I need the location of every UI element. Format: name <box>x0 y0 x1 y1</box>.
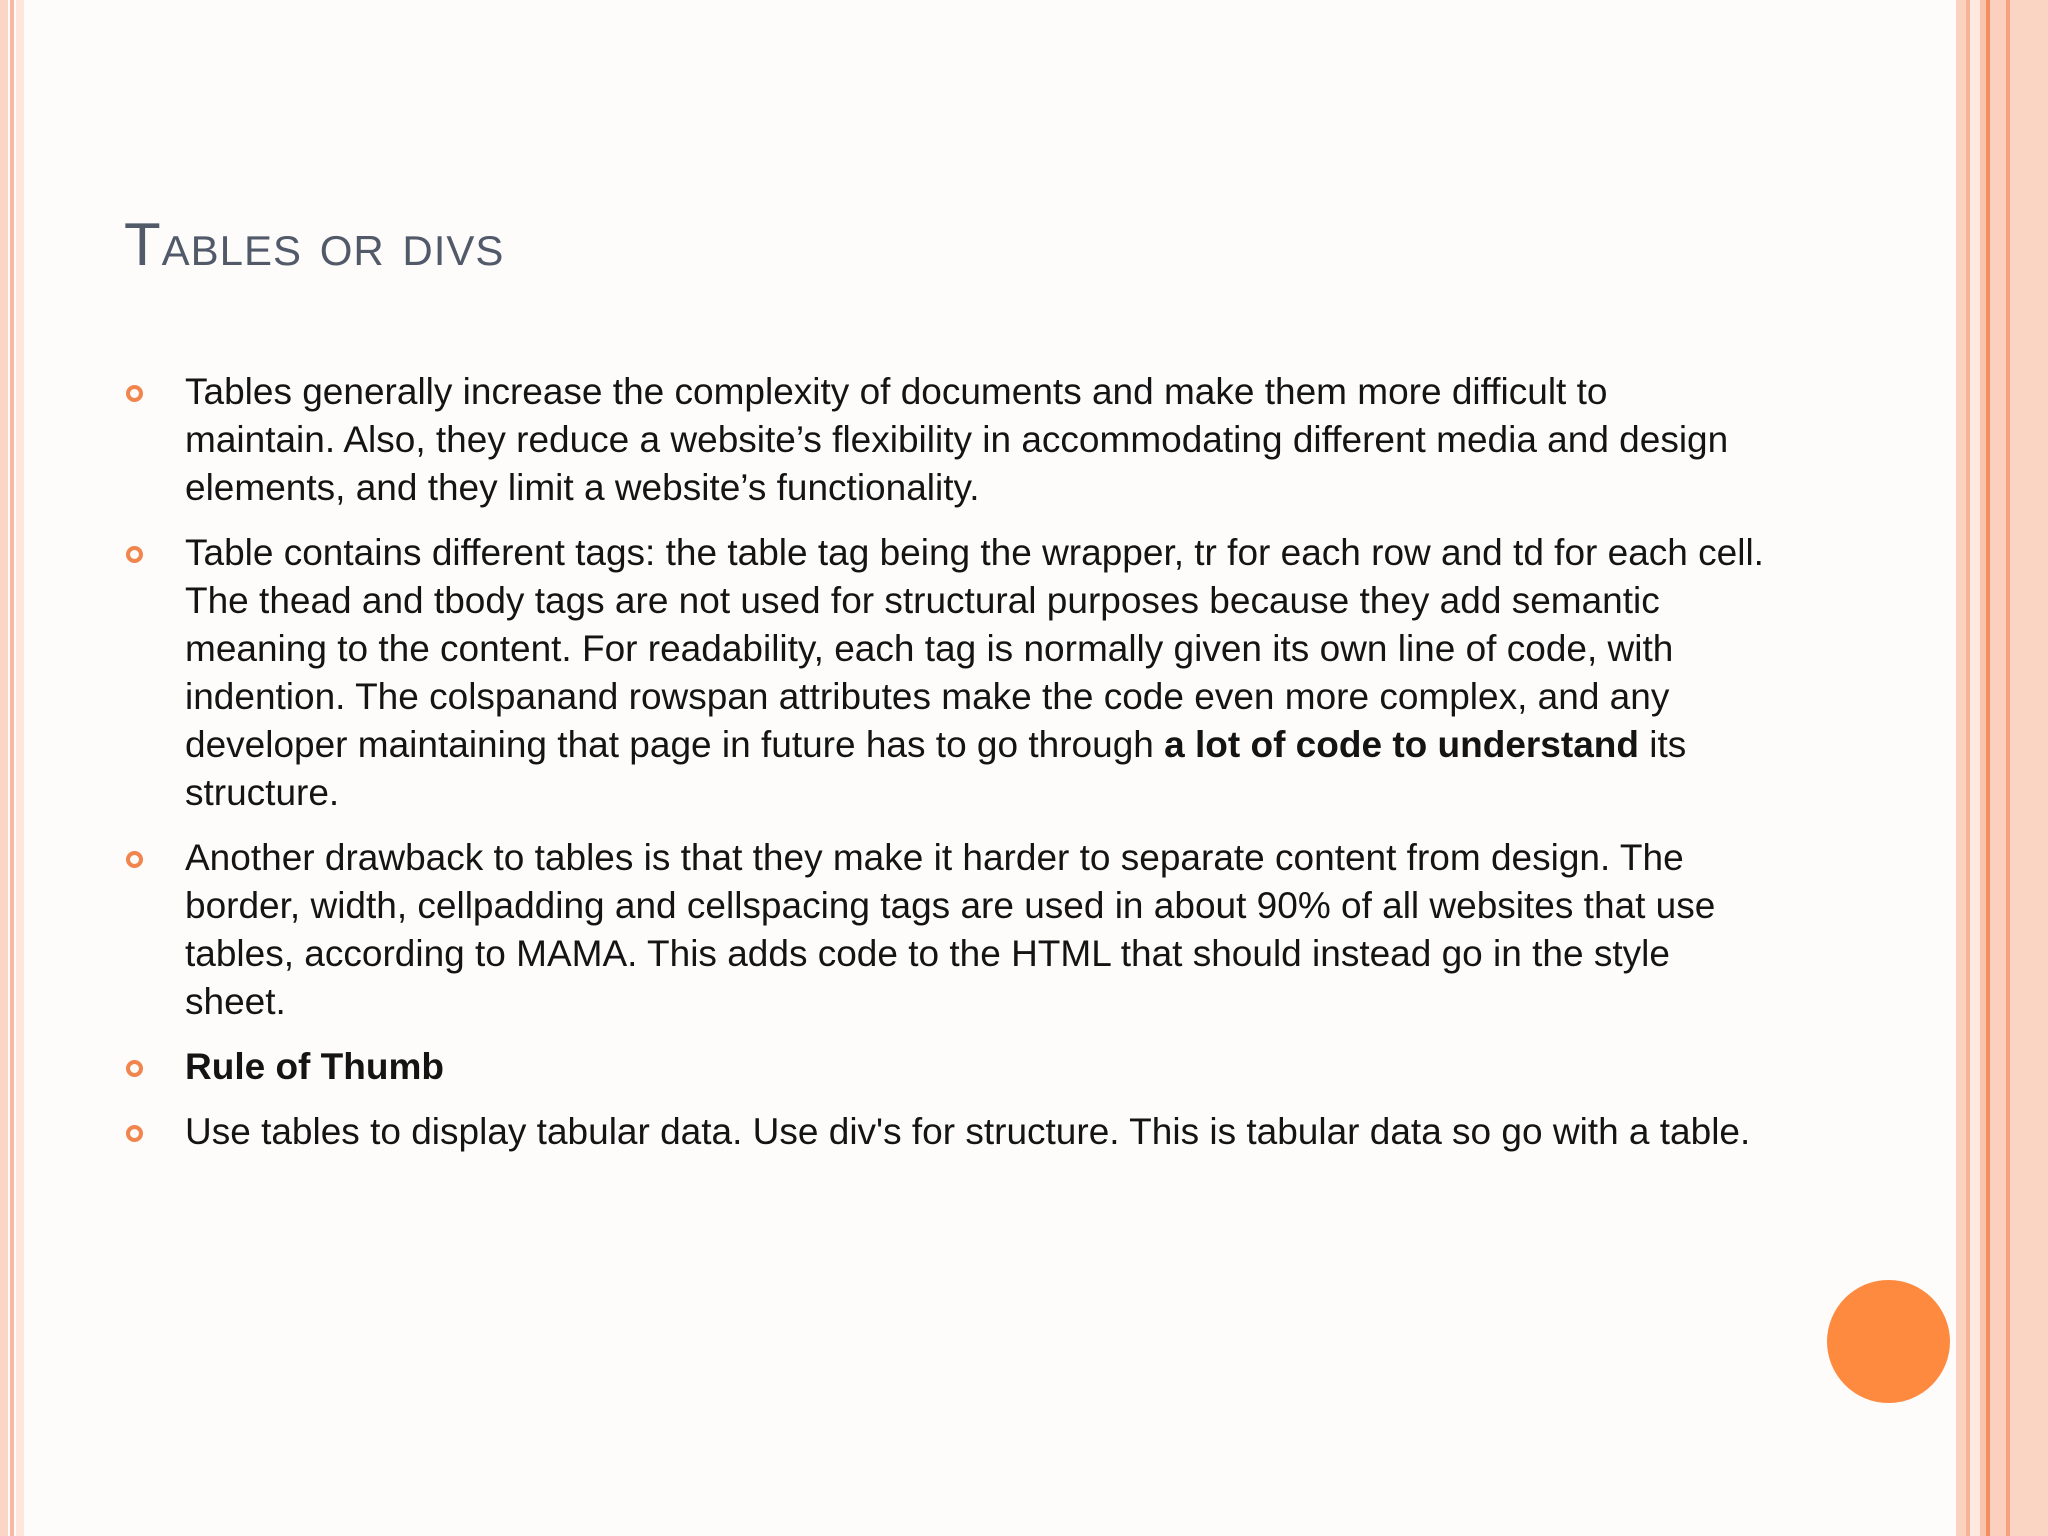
hollow-circle-icon <box>126 851 143 868</box>
bullet-text: Use tables to display tabular data. Use div's for structure. This is tabular data so go with a table. <box>185 1111 1751 1152</box>
bullet-text: Another drawback to tables is that they make it harder to separate content from design. The border, width, cellpadding and cellspacing tags are used in about 90% of all websites that use tables, according to MAMA. This adds code to the HTML that should instead go in the style sheet. <box>185 837 1716 1022</box>
left-border-stripe <box>10 0 14 1536</box>
bullet-item <box>124 1108 1764 1156</box>
hollow-circle-icon <box>126 1060 143 1077</box>
decorative-circle <box>1827 1280 1950 1403</box>
bullet-list <box>124 368 1764 1173</box>
left-border-stripe <box>0 0 8 1536</box>
bullet-text: Table contains different tags: the table tag being the wrapper, tr for each row and td for each cell. The thead and tbody tags are not used for structural purposes because they add semantic meaning to the content. For readability, each tag is normally given its own line of code, with indention. The colspanand rowspan attributes make the code even more complex, and any developer maintaining that page in future has to go through <box>185 532 1764 765</box>
hollow-circle-icon <box>126 546 143 563</box>
right-border-stripe <box>1990 0 2006 1536</box>
right-border-stripe <box>1956 0 1966 1536</box>
right-border-stripe <box>1970 0 1980 1536</box>
hollow-circle-icon <box>126 1125 143 1142</box>
bullet-text: Tables generally increase the complexity of documents and make them more difficult to maintain. Also, they reduce a website’s flexibility in accommodating different media and design elements, and they limit a website’s functionality. <box>185 371 1729 508</box>
bullet-item <box>124 834 1764 1026</box>
bullet-item <box>124 529 1764 817</box>
slide-title: Tables or divs <box>124 211 505 278</box>
bullet-text: its structure. <box>185 724 1687 813</box>
hollow-circle-icon <box>126 385 143 402</box>
left-border-stripe <box>16 0 24 1536</box>
bullet-item <box>124 1043 1764 1091</box>
right-border-stripe <box>2010 0 2048 1536</box>
bullet-item <box>124 368 1764 512</box>
bullet-text-bold: a lot of code to understand <box>1164 724 1639 765</box>
rule-of-thumb-heading: Rule of Thumb <box>185 1046 444 1087</box>
